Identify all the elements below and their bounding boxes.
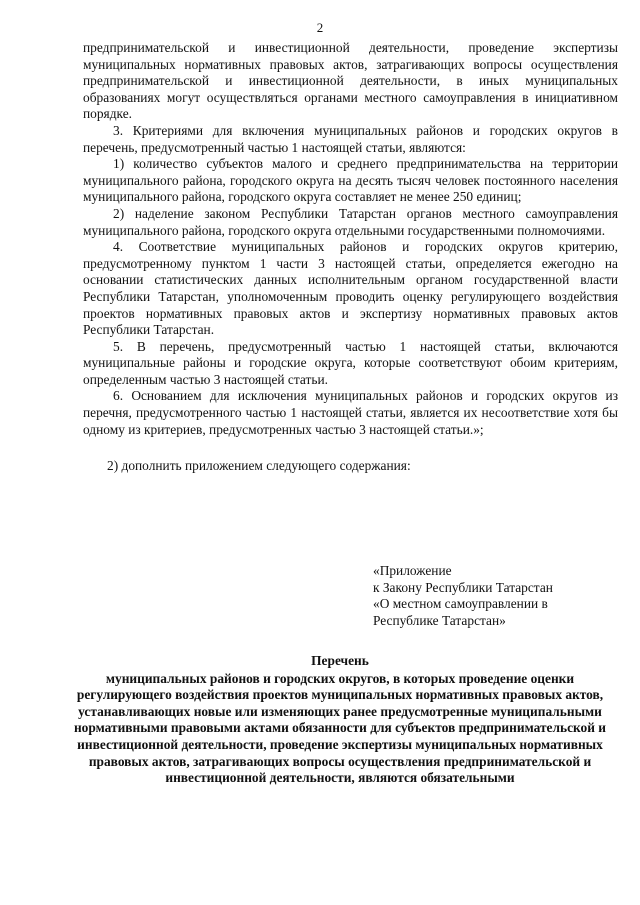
amendment-item-2: 2) дополнить приложением следующего содержания: — [107, 458, 411, 474]
paragraph-3: 3. Критериями для включения муниципальных районов и городских округов в перечень, предусмотренный частью 1 настоящей статьи, являются: — [83, 122, 618, 155]
paragraph-continuation: предпринимательской и инвестиционной деятельности, проведение экспертизы муниципальных нормативных правовых актов, затрагивающих вопросы осуществления предпринимательской и инвестиционной деятельности, в иных муниципальных образованиях могут осуществляться органами местного самоуправления в инициативном порядке. — [83, 40, 618, 122]
appendix-line-2: к Закону Республики Татарстан — [373, 579, 553, 595]
page-number: 2 — [316, 20, 324, 35]
appendix-line-3: «О местном самоуправлении в — [373, 596, 548, 612]
list-heading — [60, 653, 620, 787]
appendix-reference — [373, 563, 623, 629]
paragraph-3-item-1: 1) количество субъектов малого и среднего предпринимательства на территории муниципального района, городского округа на десять тысяч человек постоянного населения муниципального района, городского округа составляет не менее 250 единиц; — [83, 156, 618, 205]
paragraph-4: 4. Соответствие муниципальных районов и городских округов критерию, предусмотренному пунктом 1 части 3 настоящей статьи, определяется ежегодно на основании статистических данных исполнительным органом государственной власти Республики Татарстан, уполномоченным проводить оценку регулирующего воздействия проектов нормативных правовых актов и экспертизу нормативных правовых актов Республики Татарстан. — [83, 239, 618, 338]
paragraph-6: 6. Основанием для исключения муниципальных районов и городских округов из перечня, предусмотренного частью 1 настоящей статьи, является их несоответствие хотя бы одному из критериев, предусмотренных частью 3 настоящей статьи.»; — [83, 388, 618, 437]
appendix-line-1: «Приложение — [373, 563, 452, 578]
body-text — [83, 40, 618, 475]
appendix-line-4: Республике Татарстан» — [373, 612, 506, 628]
list-title: Перечень — [311, 653, 369, 668]
paragraph-3-item-2: 2) наделение законом Республики Татарстан органов местного самоуправления муниципального района, городского округа отдельными государственными полномочиями. — [83, 205, 618, 238]
list-subtitle: муниципальных районов и городских округов, в которых проведение оценки регулирующего воздействия проектов муниципальных нормативных правовых актов, устанавливающих новые или изменяющих ранее предусмотренные муниципальными нормативными правовыми актами обязанности для субъектов предпринимательской и инвестиционной деятельности, проведение экспертизы муниципальных нормативных правовых актов, затрагивающих вопросы осуществления предпринимательской и инвестиционной деятельности, являются обязательными — [73, 670, 607, 786]
paragraph-5: 5. В перечень, предусмотренный частью 1 настоящей статьи, включаются муниципальные районы и городские округа, которые соответствуют обоим критериям, определенным частью 3 настоящей статьи. — [83, 338, 618, 387]
